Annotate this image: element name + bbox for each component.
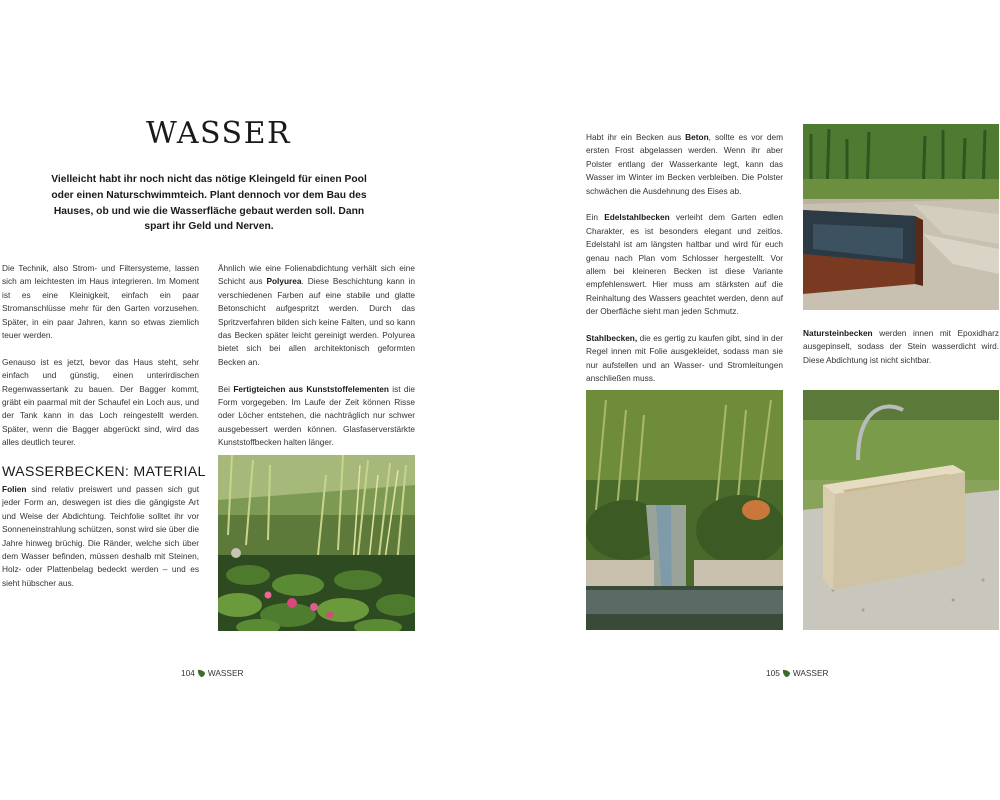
page-number: 104 [181, 668, 195, 678]
paragraph [218, 262, 415, 369]
paragraph-text: die es gertig zu kaufen gibt, sind in der Regel innen mit Folie ausgekleidet, sodass man sie nur aufstellen und an Wasser- und Stromleitungen anschließen muss. [586, 333, 783, 384]
natural-stone-basin-photo [803, 390, 999, 630]
bold-term: Folien [2, 484, 27, 494]
paragraph [218, 383, 415, 450]
bold-term: Edelstahlbecken [604, 212, 670, 223]
bold-term: Fertigteichen aus Kunststoffelementen [233, 383, 389, 394]
paragraph [803, 327, 999, 367]
paragraph [586, 332, 783, 386]
pond-with-waterlilies-photo [218, 455, 415, 631]
paragraph-text: Habt ihr ein Becken aus [586, 132, 686, 142]
section-name: WASSER [792, 668, 829, 678]
leaf-icon [197, 669, 206, 678]
water-channel-garden-photo [586, 390, 783, 630]
left-column-1 [2, 262, 199, 463]
intro-text: Vielleicht habt ihr noch nicht das nötige Kleingeld für einen Pool oder einen Naturschwimmteich. Plant dennoch vor dem Bau des Hauses, ob und wie die Wasserfläche gebaut werden soll. Dann spart ihr Geld und Nerven. [51, 174, 367, 233]
page-title: WASSER [146, 116, 292, 151]
paragraph: Die Technik, also Strom- und Filtersysteme, lassen sich am leichtesten im Haus integrieren. Im Moment ist es eine Kleinigkeit, einfach ein paar Stromanschlüsse mehr für den Garten vorzusehen. Später, in ein paar Jahren, kann so etwas ziemlich teuer werden. [2, 263, 199, 341]
leaf-icon [782, 669, 791, 678]
section-heading: WASSERBECKEN: MATERIAL [2, 464, 206, 480]
bold-term: Natursteinbecken [803, 328, 873, 338]
paragraph-text: werden innen mit Epoxidharz ausgepinselt, sodass der Stein wasserdicht wird. Diese Abdichtung ist nicht sichtbar. [803, 328, 999, 365]
paragraph-text: Bei [218, 383, 234, 394]
paragraph-text: sind relativ preiswert und passen sich gut jeder Form an, deswegen ist dies die gängigste Art und Weise der Abdichtung. Teichfolie solltet ihr vor Sonneneinstrahlung schützen, sonst wird sie über die Jahre hinweg brüchig. Die Ränder, welche sich über dem Wasser befinden, müssen deshalb mit Steinen, Holz- oder Plattenbelag bedeckt werden – und es sieht hübscher aus. [2, 484, 199, 588]
bold-term: Beton [685, 132, 709, 142]
paragraph [586, 131, 783, 198]
paragraph-text: Ähnlich wie eine Folienabdichtung verhält sich eine Schicht aus [218, 263, 415, 287]
paragraph-text: ist die Form vorgegeben. Im Laufe der Zeit können Risse oder Löcher entstehen, die nachträglich nur schwer ausgebessert werden können. Glasfaserverstärkte Kunststoffbecken halten länger. [218, 383, 415, 448]
paragraph: Genauso ist es jetzt, bevor das Haus steht, sehr einfach und günstig, einen unterirdischen Regenwassertank zu bauen. Der Bagger kommt, gräbt ein paarmal mit der Schaufel ein Loch aus, und der Tank kann in das Loch reingestellt werden. Später, wenn die Bagger abgerückt sind, wird das alles deutlich teurer. [2, 356, 199, 448]
right-column-2 [803, 327, 999, 381]
bold-term: Polyurea [266, 276, 302, 287]
left-column-2 [218, 262, 415, 463]
paragraph-text: , sollte es vor dem ersten Frost abgelassen werden. Wenn ihr aber Polster entlang der Wasserkante legt, kann das Wasser im Winter im Becken verbleiben. Die Polster schwächen die Ausdehnung des Eises ab. [586, 132, 783, 196]
section-name: WASSER [207, 668, 244, 678]
steel-basin-photo [803, 124, 999, 310]
paragraph-text: Ein [586, 212, 605, 223]
paragraph-text: verleiht dem Garten edlen Charakter, es ist besonders elegant und zeitlos. Edelstahl ist am längsten haltbar und wird für euch genau nach Plan vom Schlosser hergestellt. Vor allem bei kleineren Becken ist diese Variante empfehlenswert. Hier muss am stärksten auf die Reinhaltung des Wassers geachtet werden, denn auf der Oberfläche sieht man jeden Schmutz. [586, 212, 783, 317]
page-footer-left [181, 668, 244, 678]
paragraph-text: . Diese Beschichtung kann in verschiedenen Farben auf eine stabile und glatte Betonschicht aufgespritzt werden. Durch das Spritzverfahren bilden sich keine Falten, und so kann das Becken später leicht gereinigt werden. Polyurea bietet sich bei allen architektonisch geformten Becken an. [218, 276, 415, 367]
page-number: 105 [766, 668, 780, 678]
page-footer-right [766, 668, 829, 678]
left-column-1-lower [2, 483, 199, 604]
paragraph [586, 211, 783, 318]
bold-term: Stahlbecken, [586, 333, 638, 344]
right-column-1 [586, 131, 783, 399]
paragraph [2, 483, 199, 590]
